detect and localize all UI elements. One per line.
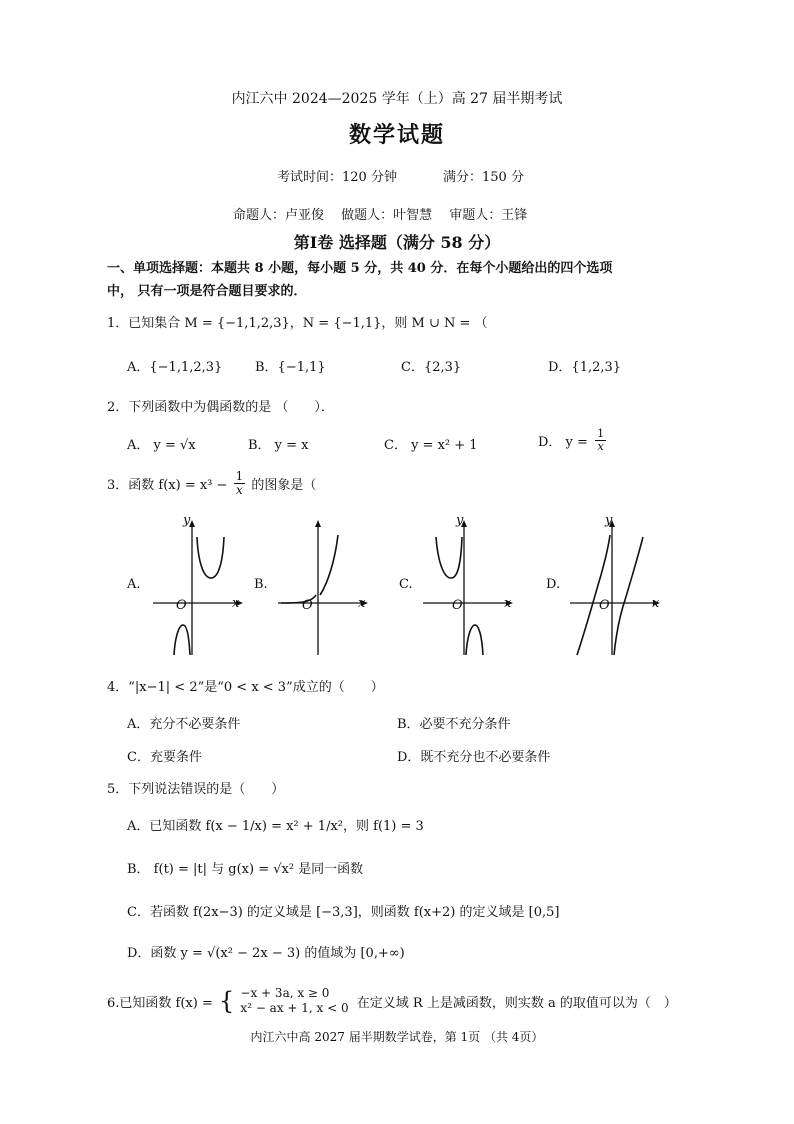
question-2-option-b[interactable]: B． y = x [248,438,309,453]
graph-a-x-label: x [232,596,240,611]
question-5-stem: 5．下列说法错误的是（ ） [107,782,285,797]
graph-b[interactable] [273,515,373,660]
question-1-option-b[interactable]: B．{−1,1} [255,360,326,375]
graph-d-y-label: y [605,513,613,528]
graph-b-origin: O [302,598,313,613]
question-1-stem: 1．已知集合 M = {−1,1,2,3}，N = {−1,1}，则 M ∪ N = （ [107,316,488,331]
graph-c-x-label: x [504,596,512,611]
graph-c-label[interactable]: C. [399,577,413,592]
exam-header-line: 内江六中 2024—2025 学年（上）高 27 届半期考试 [231,91,563,107]
graph-d-origin: O [599,598,610,613]
question-2-option-a[interactable]: A． y = √x [127,438,196,453]
question-4-option-c[interactable]: C．充要条件 [127,750,202,765]
exam-title: 数学试题 [348,122,445,148]
exam-staff: 命题人：卢亚俊 做题人：叶智慧 审题人：王锋 [233,208,528,223]
question-3-fraction [234,470,246,497]
question-6-stem-text: 6.已知函数 f(x) = [107,995,213,1011]
question-4-option-a[interactable]: A．充分不必要条件 [127,717,241,732]
question-6-stem [107,986,677,1016]
fraction-numerator: 1 [597,427,605,440]
fraction-denominator: x [597,440,604,453]
question-2-option-d-fraction [595,428,606,453]
question-5-option-c[interactable]: C．若函数 f(2x−3) 的定义域是 [−3,3]，则函数 f(x+2) 的定义域是 [0,5] [127,905,560,920]
graph-c[interactable] [418,515,518,660]
question-5-option-d[interactable]: D．函数 y = √(x² − 2x − 3) 的值域为 [0,+∞) [127,946,405,961]
graph-a[interactable] [148,515,248,660]
graph-b-label[interactable]: B. [254,577,268,592]
question-4-stem: 4．“|x−1| < 2”是“0 < x < 3”成立的（ ） [107,680,384,695]
graph-d-x-label: x [652,596,660,611]
question-3-stem [107,470,316,497]
graph-d[interactable] [565,515,665,660]
fraction-numerator: 1 [235,469,244,483]
piecewise-case-2: x² − ax + 1, x < 0 [240,1001,349,1015]
page-footer: 内江六中高 2027 届半期数学试卷，第 1页 （共 4页） [250,1030,544,1044]
graph-a-label[interactable]: A. [127,577,141,592]
question-2-stem: 2．下列函数中为偶函数的是 （ ）． [107,400,334,415]
graph-b-x-label: x [358,596,366,611]
section-instruction-2: 中， 只有一项是符合题目要求的． [107,284,307,299]
question-2-option-c[interactable]: C． y = x² + 1 [384,438,478,453]
question-5-option-b[interactable]: B． f(t) = |t| 与 g(x) = √x² 是同一函数 [127,862,364,877]
question-3-stem-text: 3．函数 f(x) = x³ − [107,478,228,493]
question-1-option-a[interactable]: A．{−1,1,2,3} [127,360,223,375]
question-1-option-d[interactable]: D．{1,2,3} [548,360,622,375]
question-1-option-c[interactable]: C．{2,3} [401,360,462,375]
question-2-option-d[interactable] [538,428,606,453]
piecewise-case-1: −x + 3a, x ≥ 0 [240,986,330,1000]
graph-a-y-label: y [183,513,191,528]
section-instruction-1: 一、单项选择题：本题共 8 小题，每小题 5 分，共 40 分．在每个小题给出的四个选项 [107,261,613,276]
brace-icon: { [219,987,235,1015]
question-5-option-a[interactable]: A．已知函数 f(x − 1/x) = x² + 1/x²，则 f(1) = 3 [127,819,424,834]
piecewise-cases [240,986,348,1016]
exam-time: 考试时间：120 分钟 [277,170,397,185]
question-2-option-d-label: D． y = [538,435,588,450]
section-title: 第Ⅰ卷 选择题（满分 58 分） [293,233,501,252]
fraction-denominator: x [235,483,243,497]
question-4-option-d[interactable]: D．既不充分也不必要条件 [397,750,551,765]
graph-c-y-label: y [456,513,464,528]
graph-c-origin: O [452,598,463,613]
question-3-stem-tail: 的图象是（ [251,478,317,493]
exam-score: 满分：150 分 [443,170,524,185]
graph-d-label[interactable]: D. [546,577,561,592]
question-6-stem-tail: 在定义域 R 上是减函数，则实数 a 的取值可以为（ ） [356,995,677,1011]
question-4-option-b[interactable]: B．必要不充分条件 [397,717,511,732]
graph-a-origin: O [176,598,187,613]
